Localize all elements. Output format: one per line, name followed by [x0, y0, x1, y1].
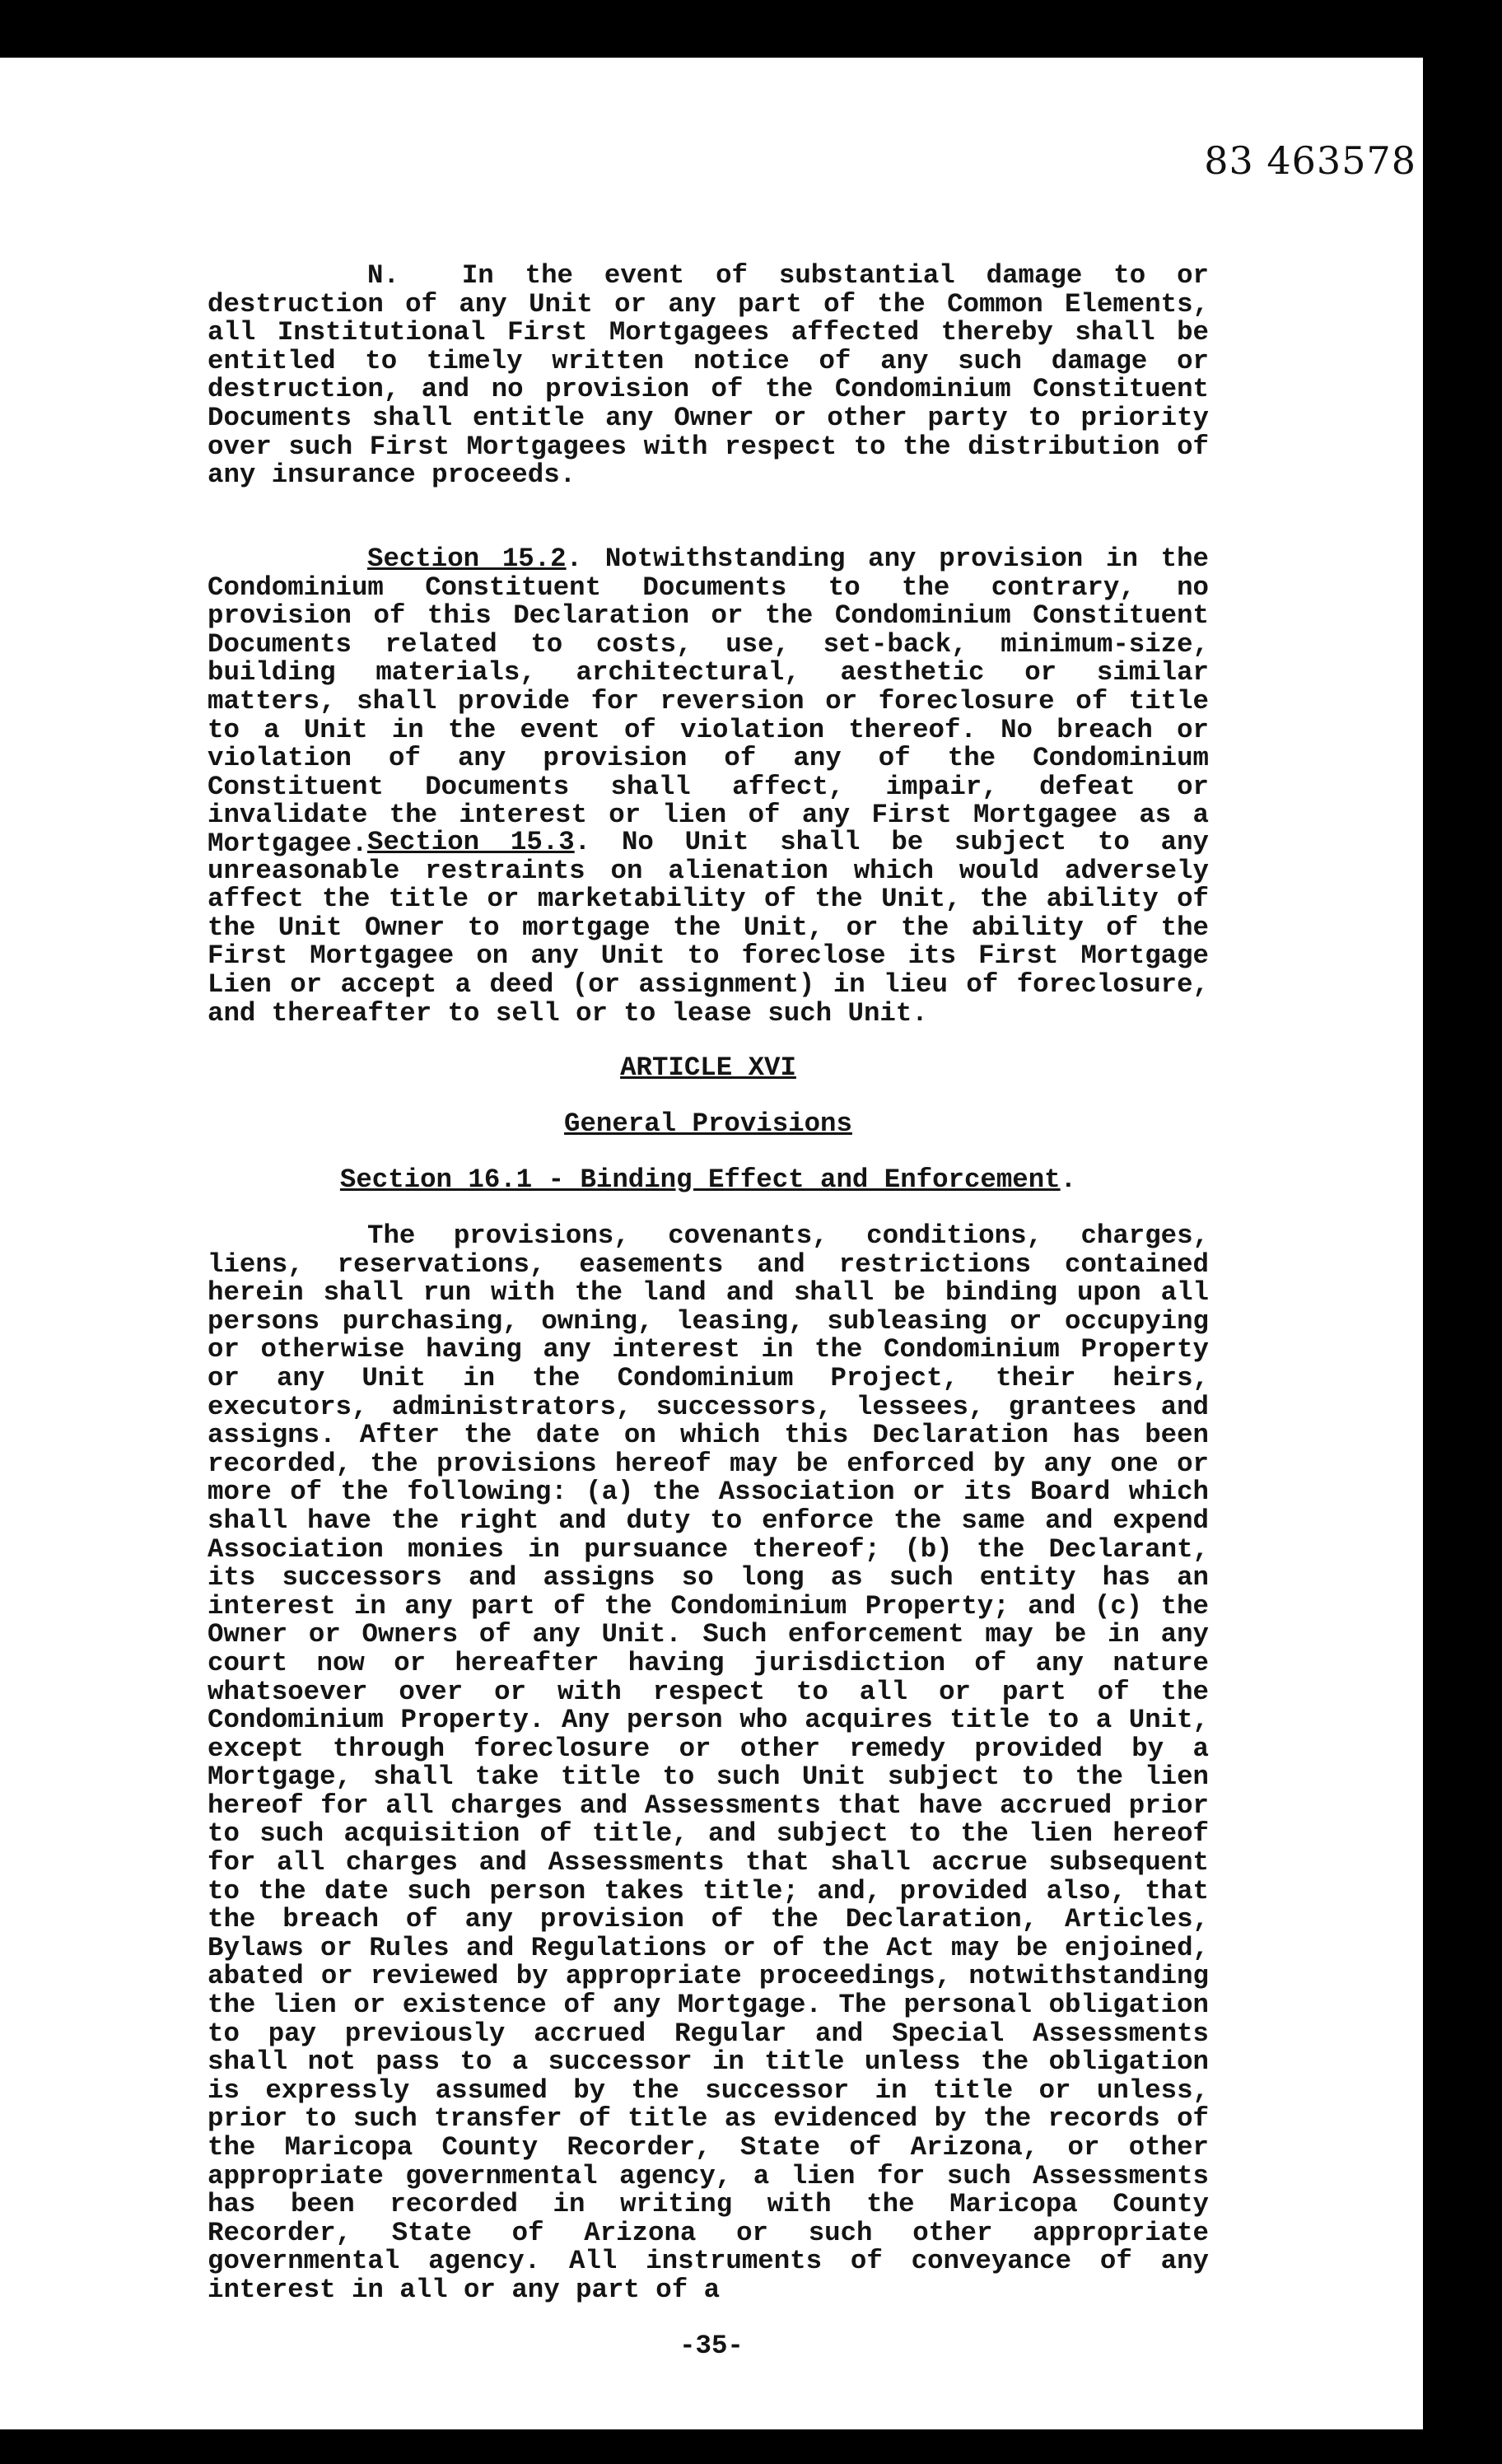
document-page	[0, 58, 1423, 2429]
article-subheading: General Provisions	[564, 1108, 852, 1139]
page-number: -35-	[679, 2331, 744, 2361]
section-15-2-label: Section 15.2	[367, 544, 567, 574]
section-15-3-paragraph	[208, 828, 1209, 1028]
section-15-2-text: . Notwithstanding any provision in the Condominium Constituent Documents to the contrary, no provision of this Declaration or the Condominium Constituent Documents related to costs, use, set-back, minimum-size, building materials, architectural, aesthetic or similar matters, shall provide for reversion or foreclosure of title to a Unit in the event of violation thereof. No breach or violation of any provision of any of the Condominium Constituent Documents shall affect, impair, defeat or invalidate the interest or lien of any First Mortgagee as a Mortgagee.	[208, 544, 1209, 859]
article-heading: ARTICLE XVI	[620, 1052, 796, 1083]
paragraph-n-text: In the event of substantial damage to or destruction of any Unit or any part of the Common Elements, all Institutional First Mortgagees affected thereby shall be entitled to timely written notice of any such damage or destruction, and no provision of the Condominium Constituent Documents shall entitle any Owner or other party to priority over such First Mortgagees with respect to the distribution of any insurance proceeds.	[208, 260, 1209, 491]
section-15-3-label: Section 15.3	[367, 827, 575, 857]
section-16-1-heading	[208, 1166, 1209, 1195]
section-15-2-paragraph	[208, 545, 1209, 859]
section-15-3-text: . No Unit shall be subject to any unreasonable restraints on alienation which would adversely affect the title or marketability of the Unit, the ability of the Unit Owner to mortgage the Unit, or the ability of the First Mortgagee on any Unit to foreclose its First Mortgage Lien or accept a deed (or assignment) in lieu of foreclosure, and thereafter to sell or to lease such Unit.	[208, 827, 1209, 1029]
section-16-1-heading-text: Section 16.1 - Binding Effect and Enforcement	[339, 1164, 1061, 1195]
section-16-1-heading-suffix: .	[1060, 1164, 1077, 1195]
paragraph-n-label: N.	[367, 260, 399, 291]
paragraph-n	[208, 262, 1209, 490]
recording-number: 83 463578	[1204, 138, 1416, 183]
section-16-1-paragraph: The provisions, covenants, conditions, charges, liens, reservations, easements and restrictions contained herein shall run with the land and shall be binding upon all persons purchasing, owning, leasing, subleasing or occupying or otherwise having any interest in the Condominium Property or any Unit in the Condominium Project, their heirs, executors, administrators, successors, lessees, grantees and assigns. After the date on which this Declaration has been recorded, the provisions hereof may be enforced by any one or more of the following: (a) the Association or its Board which shall have the right and duty to enforce the same and expend Association monies in pursuance thereof; (b) the Declarant, its successors and assigns so long as such entity has an interest in any part of the Condominium Property; and (c) the Owner or Owners of any Unit. Such enforcement may be in any court now or hereafter having jurisdiction of any nature whatsoever over or with respect to all or part of the Condominium Property. Any person who acquires title to a Unit, except through foreclosure or other remedy provided by a Mortgage, shall take title to such Unit subject to the lien hereof for all charges and Assessments that have accrued prior to such acquisition of title, and subject to the lien hereof for all charges and Assessments that shall accrue subsequent to the date such person takes title; and, provided also, that the breach of any provision of the Declaration, Articles, Bylaws or Rules and Regulations or of the Act may be enjoined, abated or reviewed by appropriate proceedings, notwithstanding the lien or existence of any Mortgage. The personal obligation to pay previously accrued Regular and Special Assessments shall not pass to a successor in title unless the obligation is expressly assumed by the successor in title or unless, prior to such transfer of title as evidenced by the records of the Maricopa County Recorder, State of Arizona, or other appropriate governmental agency, a lien for such Assessments has been recorded in writing with the Maricopa County Recorder, State of Arizona or such other appropriate governmental agency. All instruments of conveyance of any interest in all or any part of a	[208, 1220, 1209, 2305]
